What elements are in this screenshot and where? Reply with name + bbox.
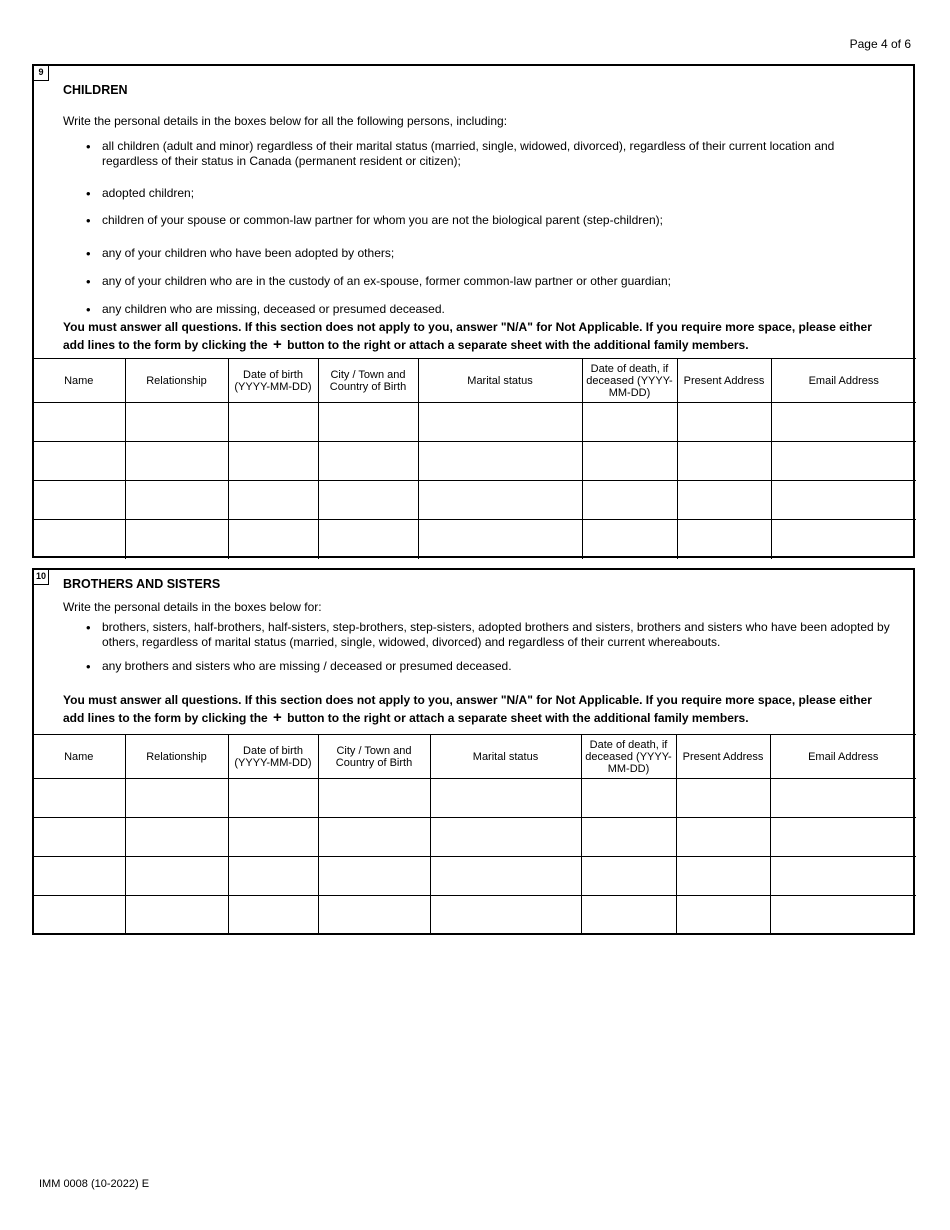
email-address-cell[interactable]: [770, 779, 916, 818]
relationship-cell[interactable]: [125, 481, 228, 520]
siblings-table: [33, 734, 916, 935]
relationship-cell[interactable]: [125, 857, 228, 896]
birthplace-cell[interactable]: [318, 818, 430, 857]
column-header: Name: [33, 735, 125, 779]
column-header: Name: [33, 359, 125, 403]
table-header-row: [33, 359, 916, 403]
column-header: Relationship: [125, 735, 228, 779]
marital-status-cell[interactable]: [430, 818, 581, 857]
date-of-death-cell[interactable]: [581, 857, 676, 896]
relationship-cell[interactable]: [125, 779, 228, 818]
table-row: [33, 481, 916, 520]
present-address-cell[interactable]: [677, 403, 771, 442]
section-intro: Write the personal details in the boxes below for:: [63, 600, 322, 614]
section-instructions: [63, 691, 893, 727]
date-of-birth-cell[interactable]: [228, 857, 318, 896]
table-header-row: [33, 735, 916, 779]
form-code: IMM 0008 (10-2022) E: [39, 1178, 150, 1190]
column-header: Date of birth (YYYY-MM-DD): [228, 359, 318, 403]
present-address-cell[interactable]: [676, 818, 770, 857]
birthplace-cell[interactable]: [318, 442, 418, 481]
date-of-birth-cell[interactable]: [228, 896, 318, 935]
table-row: [33, 442, 916, 481]
date-of-death-cell[interactable]: [581, 818, 676, 857]
name-cell[interactable]: [33, 896, 125, 935]
date-of-birth-cell[interactable]: [228, 403, 318, 442]
bullet-item: • any of your children who are in the custody of an ex-spouse, former common-law partner or other guardian;: [102, 274, 892, 289]
email-address-cell[interactable]: [770, 857, 916, 896]
instructions-text: button to the right or attach a separate sheet with the additional family members.: [287, 711, 749, 725]
present-address-cell[interactable]: [677, 481, 771, 520]
birthplace-cell[interactable]: [318, 520, 418, 559]
email-address-cell[interactable]: [771, 481, 916, 520]
column-header: City / Town and Country of Birth: [318, 735, 430, 779]
date-of-death-cell[interactable]: [582, 403, 677, 442]
column-header: Marital status: [430, 735, 581, 779]
instructions-text: button to the right or attach a separate sheet with the additional family members.: [287, 338, 749, 352]
relationship-cell[interactable]: [125, 442, 228, 481]
email-address-cell[interactable]: [770, 896, 916, 935]
section-instructions: [63, 318, 893, 354]
present-address-cell[interactable]: [677, 442, 771, 481]
date-of-death-cell[interactable]: [582, 442, 677, 481]
date-of-birth-cell[interactable]: [228, 779, 318, 818]
instructions-text: You must answer all questions. If this section does not apply to you, answer "N/A" for Not Applicable. If you require more space, please either add lines to the form by clicking the: [63, 693, 872, 725]
table-row: [33, 403, 916, 442]
table-row: [33, 896, 916, 935]
marital-status-cell[interactable]: [418, 481, 582, 520]
section-children: [32, 64, 915, 558]
date-of-birth-cell[interactable]: [228, 442, 318, 481]
marital-status-cell[interactable]: [418, 442, 582, 481]
section-brothers-and-sisters: [32, 568, 915, 935]
name-cell[interactable]: [33, 481, 125, 520]
name-cell[interactable]: [33, 520, 125, 559]
column-header: Date of birth (YYYY-MM-DD): [228, 735, 318, 779]
name-cell[interactable]: [33, 442, 125, 481]
birthplace-cell[interactable]: [318, 896, 430, 935]
birthplace-cell[interactable]: [318, 779, 430, 818]
relationship-cell[interactable]: [125, 520, 228, 559]
column-header: Present Address: [676, 735, 770, 779]
bullet-item: • any children who are missing, deceased or presumed deceased.: [102, 302, 892, 317]
column-header: Email Address: [770, 735, 916, 779]
bullet-item: • adopted children;: [102, 186, 892, 201]
marital-status-cell[interactable]: [418, 403, 582, 442]
column-header: Date of death, if deceased (YYYY-MM-DD): [582, 359, 677, 403]
section-intro: Write the personal details in the boxes below for all the following persons, including:: [63, 114, 508, 128]
table-row: [33, 779, 916, 818]
email-address-cell[interactable]: [771, 403, 916, 442]
name-cell[interactable]: [33, 403, 125, 442]
date-of-death-cell[interactable]: [582, 481, 677, 520]
column-header: Relationship: [125, 359, 228, 403]
birthplace-cell[interactable]: [318, 857, 430, 896]
column-header: City / Town and Country of Birth: [318, 359, 418, 403]
column-header: Marital status: [418, 359, 582, 403]
bullet-item: • any of your children who have been adopted by others;: [102, 246, 892, 261]
page-number: Page 4 of 6: [849, 37, 911, 51]
marital-status-cell[interactable]: [418, 520, 582, 559]
date-of-death-cell[interactable]: [581, 779, 676, 818]
column-header: Email Address: [771, 359, 916, 403]
section-title: CHILDREN: [63, 83, 128, 97]
table-row: [33, 520, 916, 559]
add-row-plus-icon: +: [273, 709, 282, 726]
email-address-cell[interactable]: [770, 818, 916, 857]
column-header: Present Address: [677, 359, 771, 403]
date-of-death-cell[interactable]: [581, 896, 676, 935]
instructions-text: You must answer all questions. If this section does not apply to you, answer "N/A" for Not Applicable. If you require more space, please either add lines to the form by clicking the: [63, 320, 872, 352]
present-address-cell[interactable]: [676, 779, 770, 818]
email-address-cell[interactable]: [771, 442, 916, 481]
present-address-cell[interactable]: [676, 857, 770, 896]
relationship-cell[interactable]: [125, 896, 228, 935]
section-number: 10: [33, 569, 49, 585]
table-row: [33, 857, 916, 896]
date-of-birth-cell[interactable]: [228, 481, 318, 520]
marital-status-cell[interactable]: [430, 896, 581, 935]
section-title: BROTHERS AND SISTERS: [63, 577, 221, 591]
column-header: Date of death, if deceased (YYYY-MM-DD): [581, 735, 676, 779]
section-number: 9: [33, 65, 49, 81]
name-cell[interactable]: [33, 857, 125, 896]
marital-status-cell[interactable]: [430, 779, 581, 818]
table-row: [33, 818, 916, 857]
birthplace-cell[interactable]: [318, 403, 418, 442]
relationship-cell[interactable]: [125, 818, 228, 857]
date-of-birth-cell[interactable]: [228, 520, 318, 559]
present-address-cell[interactable]: [677, 520, 771, 559]
bullet-item: • brothers, sisters, half-brothers, half-sisters, step-brothers, step-sisters, adopted brothers and sisters, brothers and sisters who have been adopted by others, regardless of marital status (married, single, widowed, divorced) and regardless of their current whereabouts.: [102, 620, 892, 650]
name-cell[interactable]: [33, 818, 125, 857]
birthplace-cell[interactable]: [318, 481, 418, 520]
present-address-cell[interactable]: [676, 896, 770, 935]
bullet-item: • children of your spouse or common-law partner for whom you are not the biological parent (step-children);: [102, 213, 892, 228]
children-table: [33, 358, 916, 559]
marital-status-cell[interactable]: [430, 857, 581, 896]
bullet-item: • all children (adult and minor) regardless of their marital status (married, single, widowed, divorced), regardless of their current location and regardless of their status in Canada (permanent resident or citizen);: [102, 139, 892, 169]
add-row-plus-icon: +: [273, 336, 282, 353]
relationship-cell[interactable]: [125, 403, 228, 442]
date-of-birth-cell[interactable]: [228, 818, 318, 857]
date-of-death-cell[interactable]: [582, 520, 677, 559]
name-cell[interactable]: [33, 779, 125, 818]
email-address-cell[interactable]: [771, 520, 916, 559]
bullet-item: • any brothers and sisters who are missing / deceased or presumed deceased.: [102, 659, 892, 674]
